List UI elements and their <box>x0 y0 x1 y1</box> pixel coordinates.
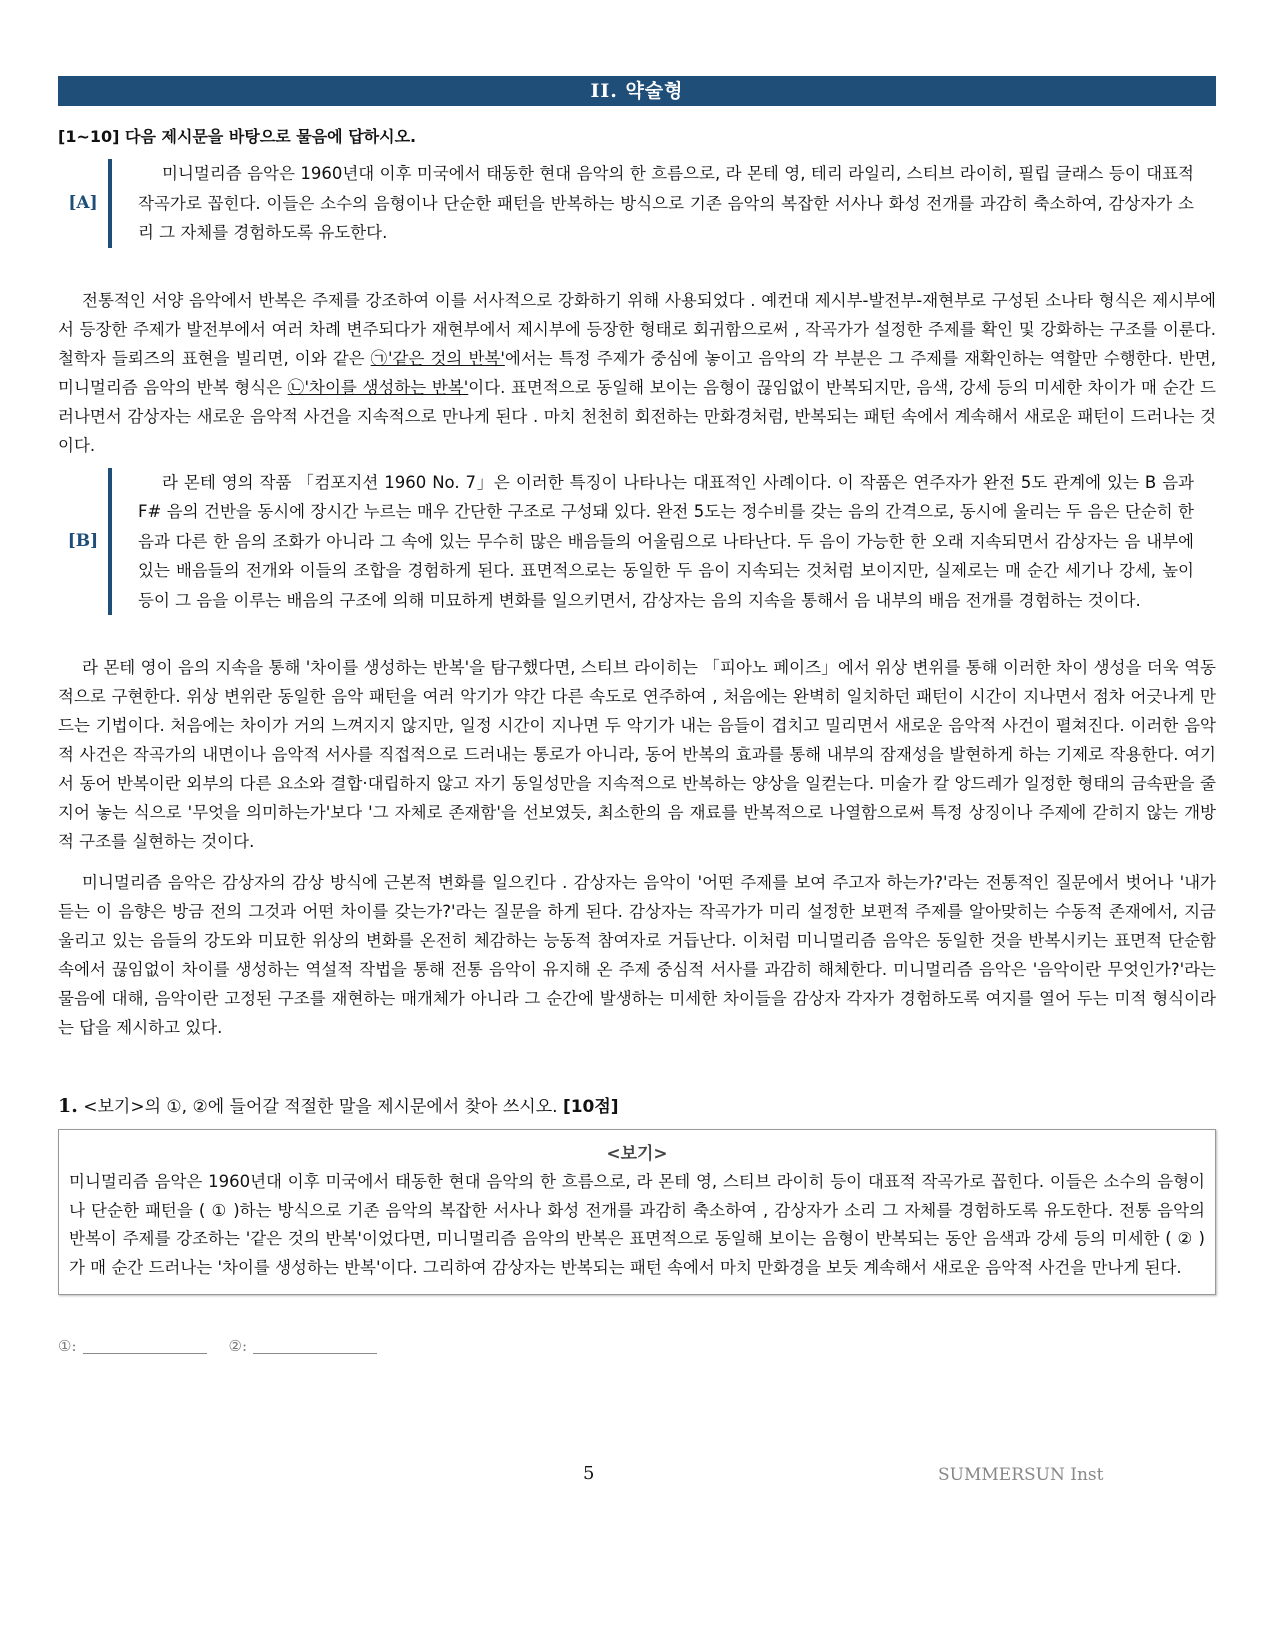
passage-a <box>58 159 1216 248</box>
question-prompt: <보기>의 ①, ②에 들어갈 적절한 말을 제시문에서 찾아 쓰시오. <box>77 1097 563 1117</box>
page-number: 5 <box>583 1463 595 1484</box>
underlined-term-2: ㉡'차이를 생성하는 반복' <box>287 377 469 397</box>
underlined-term-1: ㉠'같은 것의 반복' <box>370 348 505 368</box>
passage-a-text: 미니멀리즘 음악은 1960년대 이후 미국에서 태동한 현대 음악의 한 흐름으로, 라 몬테 영, 테리 라일리, 스티브 라이히, 필립 글래스 등이 대표적 작곡가로 꼽힌다. 이들은 소수의 음형이나 단순한 패턴을 반복하는 방식으로 기존 음악의 복잡한 서사나 화성 전개를 과감히 축소하여, 감상자가 소리 그 자체를 경험하도록 유도한다. <box>108 159 1216 248</box>
answer-area <box>58 1337 1216 1355</box>
bogi-title: <보기> <box>606 1144 668 1164</box>
paragraph-2-part-1: 전통적인 서양 음악에서 반복은 주제를 강조하여 이를 서사적으로 강화하기 위해 사용되었다 . 예컨대 제시부-발전부-재현부로 구성된 소나타 형식은 제시부에서 등장한 주제가 발전부에서 여러 차례 변주되다가 재현부에서 제시부에 등장한 형태로 회귀함으로써 , 작곡가가 설정한 주제를 확인 및 강화하는 구조를 이룬다. 철학자 들뢰즈의 표현을 빌리면, 이와 같은 <box>58 290 1216 368</box>
answer-label-2: ②: <box>228 1337 248 1355</box>
answer-blank-1[interactable] <box>83 1337 207 1354</box>
footer-brand: SUMMERSUN Inst <box>938 1465 1104 1485</box>
section-title-bar: II. 약술형 <box>58 76 1216 106</box>
paragraph-2-part-3: 이다. 표면적으로 동일해 보이는 음형이 끊임없이 반복되지만, 음색, 강세 등의 미세한 차이가 매 순간 드러나면서 감상자는 새로운 음악적 사건을 지속적으로 만나게 된다 . 마치 천천히 회전하는 만화경처럼, 반복되는 패턴 속에서 계속해서 새로운 패턴이 드러나는 것이다. <box>58 377 1216 455</box>
passage-b-tag: [B] <box>67 531 99 552</box>
paragraph-3: 라 몬테 영이 음의 지속을 통해 '차이를 생성하는 반복'을 탐구했다면, 스티브 라이히는 「피아노 페이즈」에서 위상 변위를 통해 이러한 차이 생성을 더욱 역동적으로 구현한다. 위상 변위란 동일한 음악 패턴을 여러 악기가 약간 다른 속도로 연주하여 , 처음에는 완벽히 일치하던 패턴이 시간이 지나면서 점차 어긋나게 만드는 기법이다. 처음에는 차이가 거의 느껴지지 않지만, 일정 시간이 지나면 두 악기가 내는 음들이 겹치고 밀리면서 새로운 음악적 사건이 펼쳐진다. 이러한 음악적 사건은 작곡가의 내면이나 음악적 서사를 직접적으로 드러내는 통로가 아니라, 동어 반복의 효과를 통해 내부의 잠재성을 발현하게 하는 기제로 작용한다. 여기서 동어 반복이란 외부의 다른 요소와 결합·대립하지 않고 자기 동일성만을 지속적으로 반복하는 양상을 일컫는다. 미술가 칼 앙드레가 일정한 형태의 금속판을 줄지어 놓는 식으로 '무엇을 의미하는가'보다 '그 자체로 존재함'을 선보였듯, 최소한의 음 재료를 반복적으로 나열함으로써 특정 상징이나 주제에 갇히지 않는 개방적 구조를 실현하는 것이다. <box>58 658 1216 851</box>
paragraph-2-part-2: 에서는 특정 주제가 중심에 놓이고 음악의 각 부분은 그 주제를 재확인하는 역할만 수행한다. 반면, 미니멀리즘 음악의 반복 형식은 <box>58 348 1216 397</box>
question-number: 1. <box>58 1095 78 1117</box>
exam-page <box>58 76 1216 1355</box>
passage-b-text: 라 몬테 영의 작품 「컴포지션 1960 No. 7」은 이러한 특징이 나타나는 대표적인 사례이다. 이 작품은 연주자가 완전 5도 관계에 있는 B 음과 F# 음의 건반을 동시에 장시간 누르는 매우 간단한 구조로 구성돼 있다. 완전 5도는 정수비를 갖는 음의 간격으로, 동시에 울리는 두 음은 단순히 한 음과 다른 한 음의 조화가 아니라 그 속에 있는 무수히 많은 배음들의 어울림으로 나타난다. 두 음이 가능한 한 오래 지속되면서 감상자는 음 내부에 있는 배음들의 전개와 이들의 조합을 경험하게 된다. 표면적으로는 동일한 두 음이 지속되는 것처럼 보이지만, 실제로는 매 순간 세기나 강세, 높이 등이 그 음을 이루는 배음의 구조에 의해 미묘하게 변화를 일으키면서, 감상자는 음의 지속을 통해서 음 내부의 배음 전개를 경험하는 것이다. <box>108 468 1216 616</box>
question-points: [10점] <box>562 1097 619 1117</box>
paragraph-2 <box>58 286 1216 460</box>
question-1 <box>58 1092 1216 1117</box>
bogi-box <box>58 1129 1216 1295</box>
passage-a-tag: [A] <box>68 193 98 214</box>
answer-label-1: ①: <box>58 1337 77 1355</box>
answer-blank-2[interactable] <box>253 1337 377 1354</box>
bogi-text: 미니멀리즘 음악은 1960년대 이후 미국에서 태동한 현대 음악의 한 흐름으로, 라 몬테 영, 스티브 라이히 등이 대표적 작곡가로 꼽힌다. 이들은 소수의 음형이나 단순한 패턴을 ( ① )하는 방식으로 기존 음악의 복잡한 서사나 화성 전개를 과감히 축소하여 , 감상자가 소리 그 자체를 경험하도록 유도한다. 전통 음악의 반복이 주제를 강조하는 '같은 것의 반복'이었다면, 미니멀리즘 음악의 반복은 표면적으로 동일해 보이는 음형이 반복되는 동안 음색과 강세 등의 미세한 ( ② )가 매 순간 드러나는 '차이를 생성하는 반복'이다. 그리하여 감상자는 반복되는 패턴 속에서 마치 만화경을 보듯 계속해서 새로운 음악적 사건을 만나게 된다. <box>69 1172 1205 1277</box>
paragraph-4: 미니멀리즘 음악은 감상자의 감상 방식에 근본적 변화를 일으킨다 . 감상자는 음악이 '어떤 주제를 보여 주고자 하는가?'라는 전통적인 질문에서 벗어나 '내가 듣는 이 음향은 방금 전의 그것과 어떤 차이를 갖는가?'라는 질문을 하게 된다. 감상자는 작곡가가 미리 설정한 보편적 주제를 알아맞히는 수동적 존재에서, 지금 울리고 있는 음들의 강도와 미묘한 위상의 변화를 온전히 체감하는 능동적 참여자로 거듭난다. 이처럼 미니멀리즘 음악은 동일한 것을 반복시키는 표면적 단순함 속에서 끊임없이 차이를 생성하는 역설적 작법을 통해 전통 음악이 유지해 온 주제 중심적 서사를 과감히 해체한다. 미니멀리즘 음악은 '음악이란 무엇인가?'라는 물음에 대해, 음악이란 고정된 구조를 재현하는 매개체가 아니라 그 순간에 발생하는 미세한 차이들을 감상자 각자가 경험하도록 여지를 열어 두는 미적 형식이라는 답을 제시하고 있다. <box>58 873 1216 1037</box>
instruction: [1~10] 다음 제시문을 바탕으로 물음에 답하시오. <box>58 127 417 146</box>
passage-b <box>58 468 1216 616</box>
